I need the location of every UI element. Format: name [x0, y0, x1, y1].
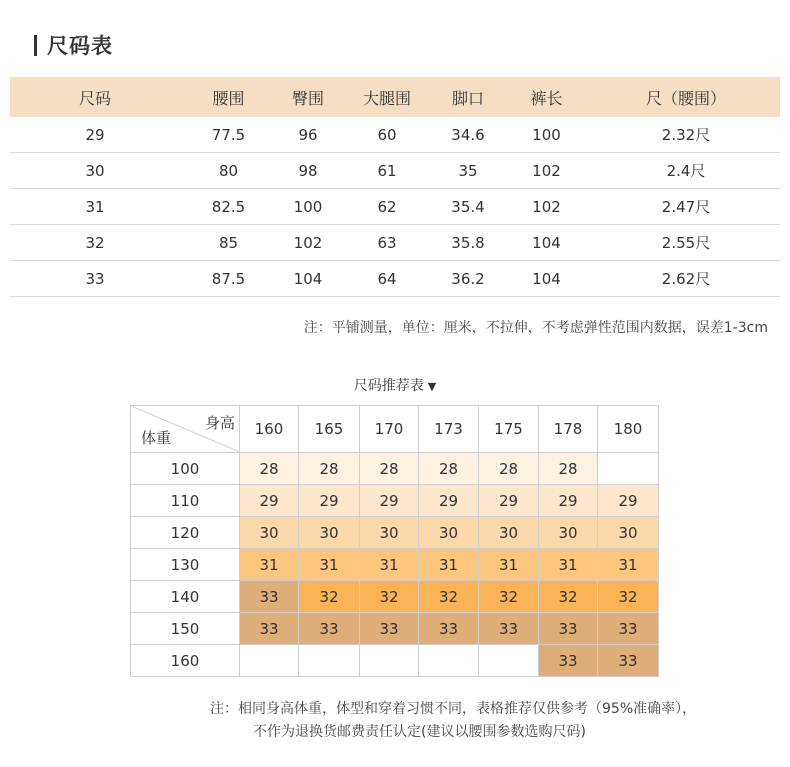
size-cell — [419, 645, 479, 677]
size-cell — [598, 453, 659, 485]
recommend-row — [131, 645, 659, 677]
size-table-cell: 80 — [180, 153, 277, 189]
size-cell: 31 — [598, 549, 659, 581]
size-table-cell: 2.62尺 — [592, 261, 780, 297]
size-cell: 32 — [419, 581, 479, 613]
size-cell: 33 — [479, 613, 539, 645]
weight-cell: 160 — [131, 645, 240, 677]
size-table-row — [10, 225, 780, 261]
height-cell: 180 — [598, 406, 659, 453]
recommend-row — [131, 453, 659, 485]
size-table-cell: 29 — [10, 117, 180, 153]
size-cell: 29 — [479, 485, 539, 517]
size-table-cell: 2.55尺 — [592, 225, 780, 261]
weight-cell: 140 — [131, 581, 240, 613]
height-cell: 165 — [299, 406, 360, 453]
size-table-row — [10, 189, 780, 225]
header-cell: 臀围 — [277, 77, 339, 117]
size-cell: 33 — [240, 581, 299, 613]
size-cell: 32 — [598, 581, 659, 613]
header-cell: 大腿围 — [339, 77, 435, 117]
triangle-down-icon: ▼ — [427, 380, 437, 393]
size-cell: 32 — [299, 581, 360, 613]
size-cell: 28 — [360, 453, 419, 485]
size-cell — [240, 645, 299, 677]
size-cell: 30 — [598, 517, 659, 549]
size-cell: 33 — [539, 613, 598, 645]
recommend-note-line2: 不作为退换货邮费责任认定(建议以腰围参数选购尺码) — [253, 724, 586, 740]
size-table-cell: 35 — [435, 153, 501, 189]
height-cell: 160 — [240, 406, 299, 453]
height-cell: 170 — [360, 406, 419, 453]
weight-cell: 100 — [131, 453, 240, 485]
height-cell: 175 — [479, 406, 539, 453]
size-table-cell: 100 — [501, 117, 592, 153]
corner-height-label: 身高 — [204, 414, 235, 432]
size-cell: 28 — [419, 453, 479, 485]
size-cell: 33 — [419, 613, 479, 645]
weight-cell: 110 — [131, 485, 240, 517]
size-table-cell: 2.47尺 — [592, 189, 780, 225]
size-table-cell: 96 — [277, 117, 339, 153]
size-cell: 29 — [360, 485, 419, 517]
size-table — [10, 77, 780, 297]
size-cell: 28 — [299, 453, 360, 485]
size-table-cell: 102 — [501, 189, 592, 225]
size-table-header-row — [10, 77, 780, 117]
size-cell: 32 — [360, 581, 419, 613]
size-cell: 29 — [299, 485, 360, 517]
size-table-cell: 64 — [339, 261, 435, 297]
size-table-cell: 2.32尺 — [592, 117, 780, 153]
size-cell: 33 — [240, 613, 299, 645]
size-table-cell: 30 — [10, 153, 180, 189]
size-cell: 33 — [598, 645, 659, 677]
recommend-note-line1: 注：相同身高体重，体型和穿着习惯不同，表格推荐仅供参考（95%准确率）， — [210, 701, 697, 717]
title-text: 尺码表 — [47, 34, 113, 58]
header-cell: 腰围 — [180, 77, 277, 117]
size-table-cell: 102 — [501, 153, 592, 189]
size-table-cell: 60 — [339, 117, 435, 153]
size-table-cell: 100 — [277, 189, 339, 225]
size-table-cell: 33 — [10, 261, 180, 297]
size-cell: 30 — [240, 517, 299, 549]
size-table-cell: 102 — [277, 225, 339, 261]
size-table-cell: 35.4 — [435, 189, 501, 225]
size-table-cell: 61 — [339, 153, 435, 189]
size-cell: 32 — [479, 581, 539, 613]
size-cell: 29 — [240, 485, 299, 517]
size-cell: 30 — [360, 517, 419, 549]
size-cell: 33 — [360, 613, 419, 645]
recommend-header-row — [131, 406, 659, 453]
size-table-row — [10, 261, 780, 297]
recommend-row — [131, 613, 659, 645]
size-table-cell: 63 — [339, 225, 435, 261]
size-cell — [360, 645, 419, 677]
header-cell: 尺（腰围） — [592, 77, 780, 117]
weight-cell: 130 — [131, 549, 240, 581]
weight-cell: 150 — [131, 613, 240, 645]
recommend-title-text: 尺码推荐表 — [353, 378, 424, 394]
size-cell: 29 — [598, 485, 659, 517]
recommend-note — [0, 698, 790, 744]
size-table-cell: 104 — [501, 261, 592, 297]
title-accent-bar — [34, 35, 37, 56]
header-cell: 裤长 — [501, 77, 592, 117]
page-title — [34, 30, 113, 60]
corner-weight-label: 体重 — [141, 429, 172, 447]
size-cell: 31 — [419, 549, 479, 581]
size-table-cell: 104 — [277, 261, 339, 297]
size-cell: 28 — [240, 453, 299, 485]
recommend-row — [131, 485, 659, 517]
size-cell: 33 — [598, 613, 659, 645]
size-table-cell: 87.5 — [180, 261, 277, 297]
size-table-cell: 31 — [10, 189, 180, 225]
size-cell: 31 — [360, 549, 419, 581]
size-table-cell: 32 — [10, 225, 180, 261]
size-cell: 29 — [419, 485, 479, 517]
height-cell: 173 — [419, 406, 479, 453]
recommend-row — [131, 581, 659, 613]
size-cell: 29 — [539, 485, 598, 517]
recommend-row — [131, 517, 659, 549]
size-table-row — [10, 117, 780, 153]
measurement-note: 注：平铺测量，单位：厘米，不拉伸，不考虑弹性范围内数据，误差1-3cm — [303, 320, 768, 336]
recommend-row — [131, 549, 659, 581]
size-cell: 31 — [240, 549, 299, 581]
size-table-row — [10, 153, 780, 189]
size-cell: 31 — [539, 549, 598, 581]
size-table-cell: 77.5 — [180, 117, 277, 153]
size-cell — [479, 645, 539, 677]
size-table-cell: 36.2 — [435, 261, 501, 297]
recommend-table — [130, 405, 659, 677]
size-table-cell: 85 — [180, 225, 277, 261]
size-table-cell: 35.8 — [435, 225, 501, 261]
size-table-cell: 62 — [339, 189, 435, 225]
size-cell: 28 — [539, 453, 598, 485]
size-cell — [299, 645, 360, 677]
size-cell: 33 — [299, 613, 360, 645]
size-cell: 32 — [539, 581, 598, 613]
size-cell: 30 — [299, 517, 360, 549]
header-cell: 脚口 — [435, 77, 501, 117]
size-cell: 30 — [479, 517, 539, 549]
size-table-cell: 98 — [277, 153, 339, 189]
size-cell: 30 — [539, 517, 598, 549]
size-cell: 30 — [419, 517, 479, 549]
size-cell: 31 — [299, 549, 360, 581]
size-table-cell: 104 — [501, 225, 592, 261]
recommend-title — [0, 375, 790, 395]
size-cell: 33 — [539, 645, 598, 677]
size-table-cell: 34.6 — [435, 117, 501, 153]
corner-cell — [131, 406, 240, 453]
header-cell: 尺码 — [10, 77, 180, 117]
size-table-cell: 2.4尺 — [592, 153, 780, 189]
size-cell: 31 — [479, 549, 539, 581]
weight-cell: 120 — [131, 517, 240, 549]
height-cell: 178 — [539, 406, 598, 453]
size-table-cell: 82.5 — [180, 189, 277, 225]
size-cell: 28 — [479, 453, 539, 485]
